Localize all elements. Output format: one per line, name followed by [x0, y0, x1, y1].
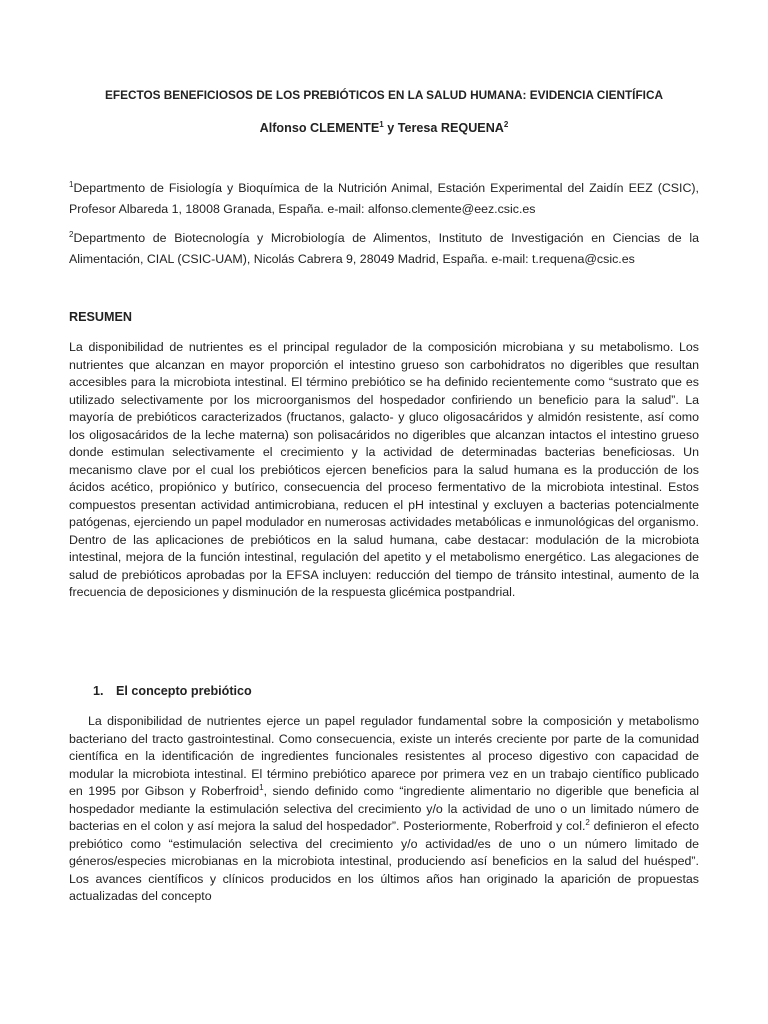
section-1-text-part-1: La disponibilidad de nutrientes ejerce un papel regulador fundamental sobre la composición y metabolismo bacteriano del tracto gastrointestinal. Como consecuencia, existe un interés creciente por parte de la comunidad científica en la identificación de ingredientes funcionales resistentes al proceso digestivo con capacidad de modular la microbiota intestinal. El término prebiótico aparece por primera vez en un trabajo científico publicado en 1995 por Gibson y Roberfroid — [69, 714, 699, 798]
author-2-name: Teresa REQUENA — [397, 121, 504, 135]
section-1-title: El concepto prebiótico — [116, 684, 252, 698]
paper-title: EFECTOS BENEFICIOSOS DE LOS PREBIÓTICOS EN LA SALUD HUMANA: EVIDENCIA CIENTÍFICA — [105, 88, 663, 102]
author-1-name: Alfonso CLEMENTE — [259, 121, 380, 135]
reference-1-mark: 1 — [259, 783, 264, 792]
section-1-paragraph — [69, 713, 699, 906]
abstract-heading: RESUMEN — [69, 310, 132, 324]
section-1-number: 1. — [93, 684, 104, 698]
author-connector: y — [383, 121, 398, 135]
reference-2-mark: 2 — [585, 818, 590, 827]
affiliation-2 — [69, 228, 699, 270]
affiliation-2-mark: 2 — [69, 230, 74, 239]
affiliation-1 — [69, 178, 699, 220]
affiliation-2-text: Departmento de Biotecnología y Microbiología de Alimentos, Instituto de Investigación en Ciencias de la Alimentación, CIAL (CSIC-UAM), Nicolás Cabrera 9, 28049 Madrid, España. e-mail: t.requena@csic.es — [69, 231, 699, 266]
section-1-text-part-3: definieron el efecto prebiótico como “estimulación selectiva del crecimiento y/o actividad/es de uno o un número limitado de géneros/especies microbianas en la microbiota intestinal, produciendo así beneficios en la salud del huésped”. Los avances científicos y clínicos producidos en los últimos años han originado la aparición de propuestas actualizadas del concepto — [69, 819, 699, 903]
section-1-text-part-2: , siendo definido como “ingrediente alimentario no digerible que beneficia al hospedador mediante la estimulación selectiva del crecimiento y/o la actividad de uno o un limitado número de bacterias en el colon y así mejora la salud del hospedador”. Posteriormente, Roberfroid y col. — [69, 784, 699, 833]
author-1-affiliation-mark: 1 — [379, 120, 384, 129]
author-line — [0, 120, 768, 137]
affiliation-1-mark: 1 — [69, 180, 74, 189]
abstract-paragraph: La disponibilidad de nutrientes es el principal regulador de la composición microbiana y su metabolismo. Los nutrientes que alcanzan en mayor proporción el intestino grueso son carbohidratos no digeribles que resultan accesibles para la microbiota intestinal. El término prebiótico se ha definido recientemente como “sustrato que es utilizado selectivamente por los microorganismos del hospedador confiriendo un beneficio para la salud”. La mayoría de prebióticos caracterizados (fructanos, galacto- y gluco oligosacáridos y almidón resistente, así como los oligosacáridos de la leche materna) son polisacáridos no digeribles que alcanzan intactos el intestino grueso donde estimulan selectivamente el crecimiento y la actividad de determinadas bacterias beneficiosas. Un mecanismo clave por el cual los prebióticos ejercen beneficios para la salud humana es la producción de los ácidos acético, propiónico y butírico, consecuencia del proceso fermentativo de la microbiota intestinal. Estos compuestos presentan actividad antimicrobiana, reducen el pH intestinal y excluyen a bacterias potencialmente patógenas, ejerciendo un papel modulador en numerosas actividades metabólicas e inmunológicas del organismo. Dentro de las aplicaciones de prebióticos en la salud humana, cabe destacar: modulación de la microbiota intestinal, mejora de la función intestinal, regulación del apetito y el metabolismo energético. Las alegaciones de salud de prebióticos aprobadas por la EFSA incluyen: reducción del tiempo de tránsito intestinal, aumento de la frecuencia de deposiciones y disminución de la respuesta glicémica postpandrial. — [69, 340, 699, 599]
author-2-affiliation-mark: 2 — [503, 120, 509, 129]
affiliation-1-text: Departmento de Fisiología y Bioquímica de la Nutrición Animal, Estación Experimental del Zaidín EEZ (CSIC), Profesor Albareda 1, 18008 Granada, España. e-mail: alfonso.clemente@eez.csic.es — [69, 181, 699, 216]
section-1-heading — [93, 683, 252, 700]
